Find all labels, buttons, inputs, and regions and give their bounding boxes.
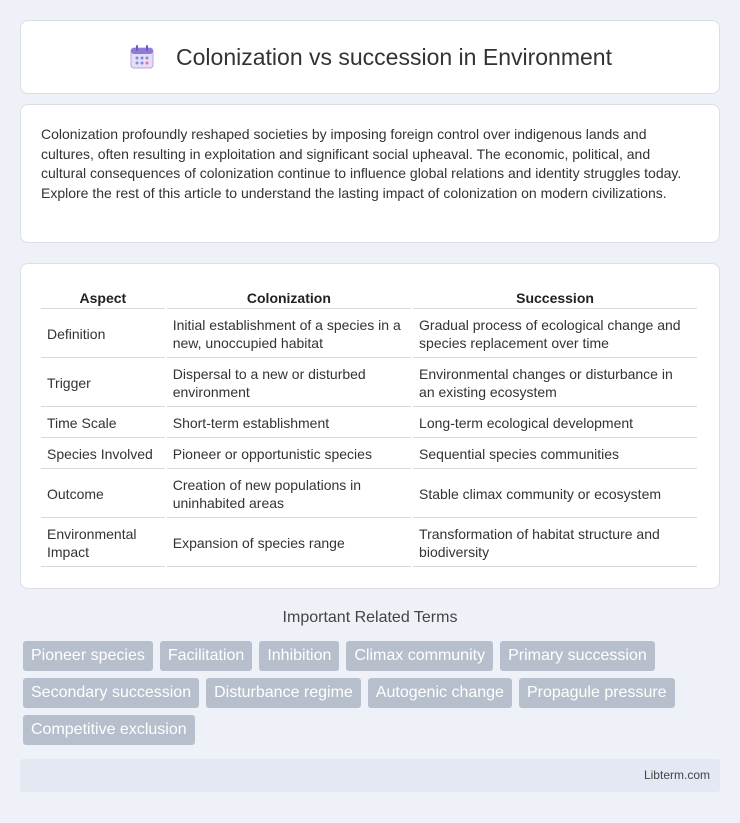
- table-cell-colonization: Short-term establishment: [167, 409, 411, 438]
- table-cell-succession: Sequential species communities: [413, 440, 697, 469]
- related-term-tag[interactable]: Primary succession: [500, 641, 655, 671]
- footer: [20, 759, 720, 792]
- page-title: Colonization vs succession in Environment: [176, 43, 612, 70]
- table-row: [41, 409, 697, 438]
- related-terms-title: Important Related Terms: [282, 609, 458, 626]
- related-term-tag[interactable]: Facilitation: [160, 641, 252, 671]
- related-term-tag[interactable]: Propagule pressure: [519, 678, 675, 708]
- related-term-tag[interactable]: Inhibition: [259, 641, 339, 671]
- table-row: [41, 520, 697, 567]
- related-term-tag[interactable]: Disturbance regime: [206, 678, 361, 708]
- table-cell-aspect: Time Scale: [41, 409, 165, 438]
- table-cell-colonization: Dispersal to a new or disturbed environment: [167, 360, 411, 407]
- table-cell-colonization: Pioneer or opportunistic species: [167, 440, 411, 469]
- comparison-card: [20, 263, 720, 589]
- table-cell-aspect: Species Involved: [41, 440, 165, 469]
- table-cell-aspect: Trigger: [41, 360, 165, 407]
- related-term-tag[interactable]: Competitive exclusion: [23, 715, 195, 745]
- column-header-succession: Succession: [413, 286, 697, 309]
- related-terms-list: [23, 641, 723, 745]
- table-cell-succession: Stable climax community or ecosystem: [413, 471, 697, 518]
- calendar-icon: [128, 43, 156, 71]
- related-term-tag[interactable]: Climax community: [346, 641, 493, 671]
- header-card: [20, 20, 720, 94]
- table-cell-succession: Transformation of habitat structure and biodiversity: [413, 520, 697, 567]
- related-term-tag[interactable]: Pioneer species: [23, 641, 153, 671]
- table-cell-colonization: Creation of new populations in uninhabited areas: [167, 471, 411, 518]
- table-cell-colonization: Expansion of species range: [167, 520, 411, 567]
- table-row: [41, 471, 697, 518]
- table-cell-aspect: Definition: [41, 311, 165, 358]
- table-header-row: [41, 286, 697, 309]
- table-cell-aspect: Environmental Impact: [41, 520, 165, 567]
- related-term-tag[interactable]: Secondary succession: [23, 678, 199, 708]
- column-header-colonization: Colonization: [167, 286, 411, 309]
- intro-paragraph: Colonization profoundly reshaped societies by imposing foreign control over indigenous lands and cultures, often resulting in exploitation and significant social upheaval. The economic, political, and cultural consequences of colonization continue to influence global relations and identity struggles today. Explore the rest of this article to understand the lasting impact of colonization on modern civilizations.: [41, 126, 682, 201]
- table-cell-aspect: Outcome: [41, 471, 165, 518]
- table-cell-succession: Long-term ecological development: [413, 409, 697, 438]
- comparison-table: [39, 284, 699, 569]
- column-header-aspect: Aspect: [41, 286, 165, 309]
- header: [128, 43, 612, 71]
- table-row: [41, 311, 697, 358]
- intro-card: [20, 104, 720, 243]
- footer-brand-link[interactable]: Libterm.com: [643, 768, 710, 782]
- table-cell-succession: Environmental changes or disturbance in an existing ecosystem: [413, 360, 697, 407]
- table-cell-succession: Gradual process of ecological change and species replacement over time: [413, 311, 697, 358]
- table-row: [41, 440, 697, 469]
- table-row: [41, 360, 697, 407]
- related-term-tag[interactable]: Autogenic change: [368, 678, 512, 708]
- table-cell-colonization: Initial establishment of a species in a new, unoccupied habitat: [167, 311, 411, 358]
